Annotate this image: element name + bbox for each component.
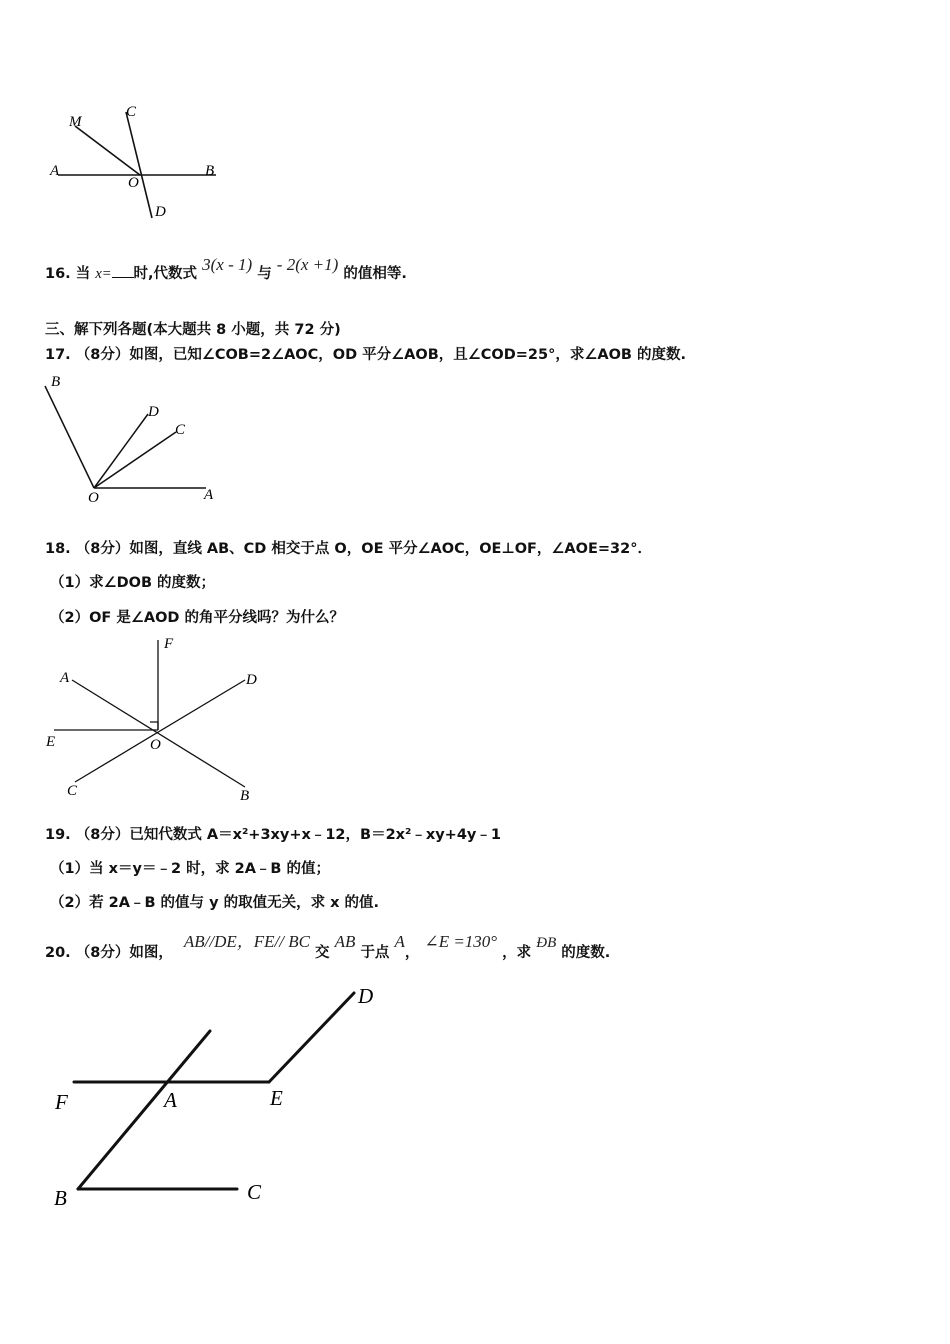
label-a: A	[204, 487, 214, 503]
question-17: 17. （8分）如图，已知∠COB=2∠AOC，OD 平分∠AOB，且∠COD=25°，求∠AOB 的度数.	[45, 347, 687, 363]
q20-condition: AB//DE，FE// BC	[183, 932, 310, 951]
q16-expr2: - 2(x +1)	[276, 255, 339, 274]
q16-number: 16.	[45, 266, 71, 282]
q20-point-a: A	[394, 932, 405, 951]
q16-prefix: 当	[75, 266, 91, 282]
label-b: B	[240, 788, 250, 804]
label-e: E	[270, 1086, 283, 1110]
q16-suffix: 的值相等.	[343, 266, 407, 282]
question-18: 18. （8分）如图，直线 AB、CD 相交于点 O，OE 平分∠AOC，OE⊥OF，∠AOE=32°．	[45, 541, 652, 557]
label-o: O	[150, 737, 161, 753]
question-18-part-2: （2）OF 是∠AOD 的角平分线吗？为什么？	[50, 610, 344, 626]
label-a: A	[50, 163, 60, 179]
question-16	[45, 255, 407, 283]
q20-comma: ，	[404, 945, 420, 961]
line-ed	[269, 993, 354, 1082]
label-f: F	[55, 1090, 68, 1114]
label-d: D	[358, 984, 374, 1008]
q20-word-4: 的度数.	[561, 945, 611, 961]
question-18-part-1: （1）求∠DOB 的度数；	[50, 575, 216, 591]
ray-om	[75, 126, 140, 175]
q20-word-3: ，求	[502, 945, 532, 961]
figure-q15	[40, 98, 240, 228]
figure-q20	[40, 975, 400, 1225]
label-c: C	[175, 422, 186, 438]
label-o: O	[128, 175, 139, 191]
q20-ab: AB	[334, 932, 356, 951]
label-b: B	[205, 163, 215, 179]
question-19-part-2: （2）若 2A﹣B 的值与 y 的取值无关，求 x 的值.	[50, 895, 380, 911]
question-20	[45, 932, 611, 962]
q20-angle-e: ∠E =130°	[424, 932, 498, 951]
question-19: 19. （8分）已知代数式 A＝x²+3xy+x﹣12，B＝2x²﹣xy+4y﹣1	[45, 827, 501, 843]
q16-var: x	[95, 266, 102, 282]
label-o: O	[88, 490, 99, 506]
ray-od	[94, 414, 148, 488]
q16-eq: =	[101, 266, 112, 282]
q16-mid: 时,代数式	[133, 266, 198, 282]
figure-q17	[40, 370, 240, 510]
label-c: C	[67, 783, 78, 799]
label-a: A	[60, 670, 70, 686]
label-m: M	[69, 114, 82, 130]
label-b: B	[54, 1186, 67, 1210]
figure-q18	[40, 632, 280, 808]
label-d: D	[246, 672, 257, 688]
line-cd	[75, 680, 245, 782]
q16-conj: 与	[257, 266, 272, 282]
q20-word-1: 交	[315, 945, 330, 961]
answer-blank[interactable]	[112, 265, 134, 278]
line-ba	[78, 1031, 210, 1189]
ray-ob	[45, 386, 94, 488]
label-c: C	[247, 1180, 262, 1204]
q20-number: 20. （8分）如图，	[45, 945, 173, 961]
label-c: C	[126, 104, 137, 120]
label-d: D	[148, 404, 159, 420]
q16-expr1: 3(x - 1)	[202, 255, 253, 274]
section-heading: 三、解下列各题(本大题共 8 小题，共 72 分)	[45, 322, 341, 338]
q20-angle-b: ÐB	[536, 935, 557, 951]
label-e: E	[46, 734, 56, 750]
label-a: A	[164, 1088, 177, 1112]
ray-oc	[94, 432, 176, 488]
label-b: B	[51, 374, 61, 390]
line-cd	[126, 112, 152, 218]
label-d: D	[155, 204, 166, 220]
q20-word-2: 于点	[360, 945, 390, 961]
label-f: F	[164, 636, 174, 652]
question-19-part-1: （1）当 x＝y＝﹣2 时，求 2A﹣B 的值；	[50, 861, 331, 877]
